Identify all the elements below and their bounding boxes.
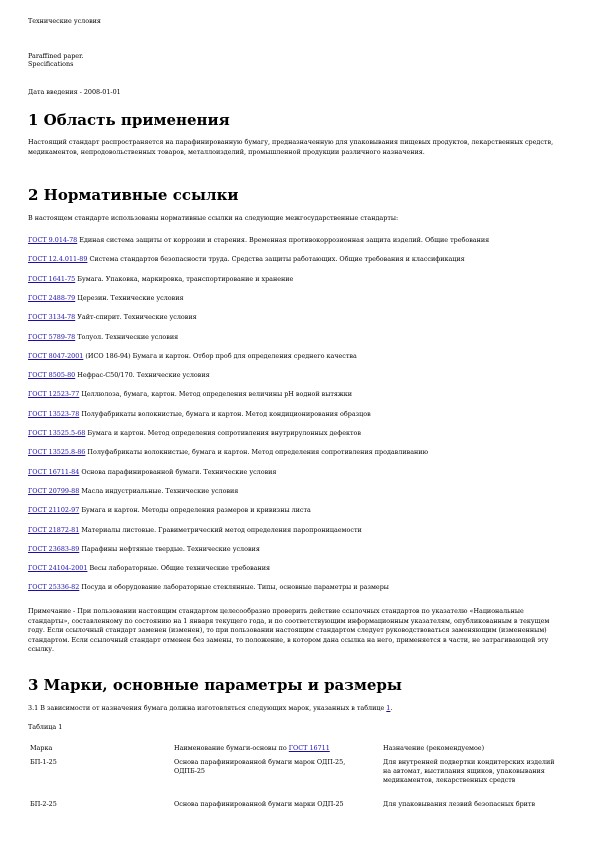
header-mark: Марка [30,744,53,752]
reference-code-link[interactable]: ГОСТ 8505-80 [28,371,76,380]
reference-code-link[interactable]: ГОСТ 1641-75 [28,274,76,283]
reference-code-link[interactable]: ГОСТ 9.014-78 [28,236,78,244]
row-mark: БП-1-25 [30,758,57,766]
reference-code-link[interactable]: ГОСТ 21872-81 [28,525,80,534]
section-3-heading: 3 Марки, основные параметры и размеры [28,676,402,694]
reference-code-link[interactable]: ГОСТ 16711-84 [28,467,80,476]
reference-title: Бумага и картон. Методы определения размеров и кривизны листа [81,506,311,515]
row-mark: БП-2-25 [30,800,57,808]
reference-title: Посуда и оборудование лабораторные стеклянные. Типы, основные параметры и размеры [81,583,389,592]
reference-code-link[interactable]: ГОСТ 8047-2001 [28,351,84,360]
reference-title: Толуол. Технические условия [77,332,179,341]
reference-code-link[interactable]: ГОСТ 13523-78 [28,409,80,418]
reference-item [28,255,563,264]
reference-item [28,506,563,515]
table-1-link[interactable]: 1 [386,704,391,712]
row-base-paper: Основа парафинированной бумаги марки ОДП-25 [174,800,344,808]
reference-item [28,313,563,322]
section-2-heading: 2 Нормативные ссылки [28,186,239,204]
reference-item [28,448,563,457]
section-1-text: Настоящий стандарт распространяется на парафинированную бумагу, предназначенную для упаковывания пищевых продуктов, лекарственных средств, медикаментов, непродовольственных товаров, металлоизделий, промышленной продукции различного назначения. [28,138,554,156]
reference-code-link[interactable]: ГОСТ 25336-82 [28,583,80,592]
reference-code-link[interactable]: ГОСТ 13525.5-68 [28,429,86,437]
reference-title: Полуфабрикаты волокнистые, бумага и картон. Метод определения сопротивления продавливанию [87,448,429,457]
section-3-paragraph-text: 3.1 В зависимости от назначения бумага должна изготовляться следующих марок, указанных в таблице [28,704,387,712]
section-2-note: Примечание - При пользовании настоящим стандартом целесообразно проверить действие ссылочных стандартов по указателю «Национальные стандарты», составленному по состоянию на 1 января текущего года, и по соответствующим информационным указателям, опубликованным в текущем году. Если ссылочный стандарт заменен (изменен), то при пользовании настоящим стандартом следует руководствоваться заменяющим (измененным) стандартом. Если ссылочный стандарт отменен без замены, то положение, в котором дана ссылка на него, применяется в части, не затрагивающей эту ссылку. [28,607,550,654]
reference-item [28,294,563,303]
english-title-line-2: Specifications [28,60,74,68]
section-3-paragraph [28,704,560,714]
reference-title: Материалы листовые. Гравиметрический метод определения паропроницаемости [81,525,362,534]
reference-item [28,371,563,380]
reference-title: Парафины нефтяные твердые. Технические условия [81,544,260,553]
reference-code-link[interactable]: ГОСТ 2488-79 [28,293,76,302]
reference-item [28,429,563,438]
reference-code-link[interactable]: ГОСТ 24104-2001 [28,564,88,573]
reference-title: Полуфабрикаты волокнистые, бумага и картон. Метод кондиционирования образцов [81,409,371,418]
reference-item [28,545,563,554]
reference-item [28,410,563,419]
reference-title: Единая система защиты от коррозии и старения. Временная противокоррозионная защита изделий. Общие требования [79,236,490,244]
reference-title: Церезин. Технические условия [77,293,184,302]
reference-code-link[interactable]: ГОСТ 12523-77 [28,390,80,399]
reference-code-link[interactable]: ГОСТ 21102-97 [28,506,80,515]
reference-code-link[interactable]: ГОСТ 20799-88 [28,486,80,495]
english-title-line-1: Paraffined paper. [28,52,84,60]
reference-item [28,487,563,496]
reference-item [28,236,563,245]
reference-item [28,583,563,592]
reference-title: Система стандартов безопасности труда. Средства защиты работающих. Общие требования и классификация [89,255,465,264]
reference-code-link[interactable]: ГОСТ 5789-78 [28,332,76,341]
section-1-heading: 1 Область применения [28,111,230,129]
reference-title: (ИСО 186-94) Бумага и картон. Отбор проб для определения среднего качества [85,351,357,360]
reference-code-link[interactable]: ГОСТ 23683-89 [28,544,80,553]
reference-title: Бумага. Упаковка, маркировка, транспортирование и хранение [77,274,294,283]
header-base-paper-text: Наименование бумаги-основы по [174,744,289,752]
reference-code-link[interactable]: ГОСТ 3134-78 [28,313,76,322]
gost-16711-link[interactable]: ГОСТ 16711 [288,744,330,752]
doc-title: Технические условия [28,17,101,25]
row-base-paper: Основа парафинированной бумаги марок ОДП-25, ОДПБ-25 [174,758,346,775]
reference-item [28,352,563,361]
reference-title: Уайт-спирит. Технические условия [77,313,197,322]
reference-title: Весы лабораторные. Общие технические требования [89,564,271,573]
header-base-paper [174,744,370,753]
reference-item [28,390,563,399]
header-purpose: Назначение (рекомендуемое) [383,744,485,752]
reference-item [28,564,563,573]
reference-title: Бумага и картон. Метод определения сопротивления внутрирулонных дефектов [87,429,361,437]
introduction-date: Дата введения - 2008-01-01 [28,88,121,96]
reference-title: Масла индустриальные. Технические условия [81,486,239,495]
reference-code-link[interactable]: ГОСТ 12.4.011-89 [28,255,88,264]
reference-title: Целлюлоза, бумага, картон. Метод определения величины рН водной вытяжки [81,390,353,399]
row-purpose: Для внутренней подвертки кондитерских изделий на автомат, выстилания ящиков, упаковывания медикаментов, лекарственных средств [383,758,555,784]
reference-item [28,468,563,477]
table-caption: Таблица 1 [28,723,63,731]
row-purpose: Для упаковывания лезвий безопасных бритв [383,800,536,808]
reference-code-link[interactable]: ГОСТ 13525.8-86 [28,448,86,457]
reference-item [28,275,563,284]
section-3-paragraph-end: . [390,704,393,712]
reference-item [28,333,563,342]
section-2-intro: В настоящем стандарте использованы нормативные ссылки на следующие межгосударственные стандарты: [28,214,399,222]
reference-title: Нефрас-С50/170. Технические условия [77,371,210,380]
reference-item [28,526,563,535]
reference-title: Основа парафинированной бумаги. Технические условия [81,467,277,476]
